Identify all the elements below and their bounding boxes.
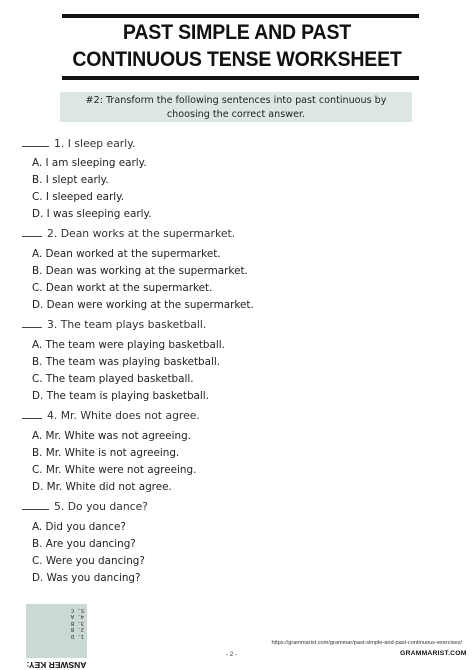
title-bottom-rule xyxy=(62,76,419,80)
worksheet-title-line1: PAST SIMPLE AND PAST xyxy=(122,21,352,44)
page-number: - 2 - xyxy=(226,651,238,658)
source-url-link[interactable]: https://grammarist.com/grammar/past-simple-and-past-continuous-exercises/ xyxy=(271,640,462,646)
instruction-box xyxy=(60,92,412,122)
question-2-option-b: B. Dean was working at the supermarket. xyxy=(32,265,248,277)
answer-key-item: 5. C xyxy=(70,606,84,613)
answer-key-label: ANSWER KEY: xyxy=(26,660,87,670)
brand-logo-text: GRAMMARIST.COM xyxy=(400,650,467,657)
question-5-option-b: B. Are you dancing? xyxy=(32,538,136,550)
question-2-prompt: 2. Dean works at the supermarket. xyxy=(47,227,236,240)
question-4-option-b: B. Mr. White is not agreeing. xyxy=(32,447,180,459)
answer-key-item: 3. B xyxy=(70,619,84,626)
instruction-line1: #2: Transform the following sentences into past continuous by xyxy=(85,95,387,106)
answer-blank xyxy=(22,501,49,510)
question-5-option-d: D. Was you dancing? xyxy=(32,572,141,584)
answer-blank xyxy=(22,410,42,419)
question-5-option-a: A. Did you dance? xyxy=(32,521,126,533)
question-5-prompt: 5. Do you dance? xyxy=(54,500,148,513)
question-2-option-d: D. Dean were working at the supermarket. xyxy=(32,299,254,311)
question-3-option-a: A. The team were playing basketball. xyxy=(32,339,225,351)
question-3-prompt: 3. The team plays basketball. xyxy=(47,318,207,331)
answer-blank xyxy=(22,319,42,328)
question-3-option-b: B. The team was playing basketball. xyxy=(32,356,221,368)
answer-key-item: 1. D xyxy=(70,632,84,639)
question-5 xyxy=(22,500,148,513)
question-2-option-c: C. Dean workt at the supermarket. xyxy=(32,282,213,294)
question-4-option-c: C. Mr. White were not agreeing. xyxy=(32,464,197,476)
question-4 xyxy=(22,409,200,422)
question-3 xyxy=(22,318,206,331)
answer-key-item: 2. B xyxy=(70,626,84,633)
question-1-option-c: C. I sleeped early. xyxy=(32,191,125,203)
question-1 xyxy=(22,137,136,150)
answer-key-box xyxy=(26,604,87,670)
question-2 xyxy=(22,227,235,240)
question-2-option-a: A. Dean worked at the supermarket. xyxy=(32,248,221,260)
question-1-option-d: D. I was sleeping early. xyxy=(32,208,152,220)
answer-blank xyxy=(22,138,49,147)
question-1-prompt: 1. I sleep early. xyxy=(54,137,136,150)
answer-key-list xyxy=(68,606,84,639)
question-4-option-a: A. Mr. White was not agreeing. xyxy=(32,430,191,442)
worksheet-title-line2: CONTINUOUS TENSE WORKSHEET xyxy=(72,48,402,71)
question-5-option-c: C. Were you dancing? xyxy=(32,555,145,567)
question-1-option-a: A. I am sleeping early. xyxy=(32,157,147,169)
question-3-option-d: D. The team is playing basketball. xyxy=(32,390,209,402)
question-3-option-c: C. The team played basketball. xyxy=(32,373,194,385)
question-4-prompt: 4. Mr. White does not agree. xyxy=(47,409,200,422)
instruction-line2: choosing the correct answer. xyxy=(166,108,306,120)
question-4-option-d: D. Mr. White did not agree. xyxy=(32,481,172,493)
title-top-rule xyxy=(62,14,419,18)
answer-blank xyxy=(22,228,42,237)
question-1-option-b: B. I slept early. xyxy=(32,174,109,186)
answer-key-item: 4. A xyxy=(70,613,84,620)
